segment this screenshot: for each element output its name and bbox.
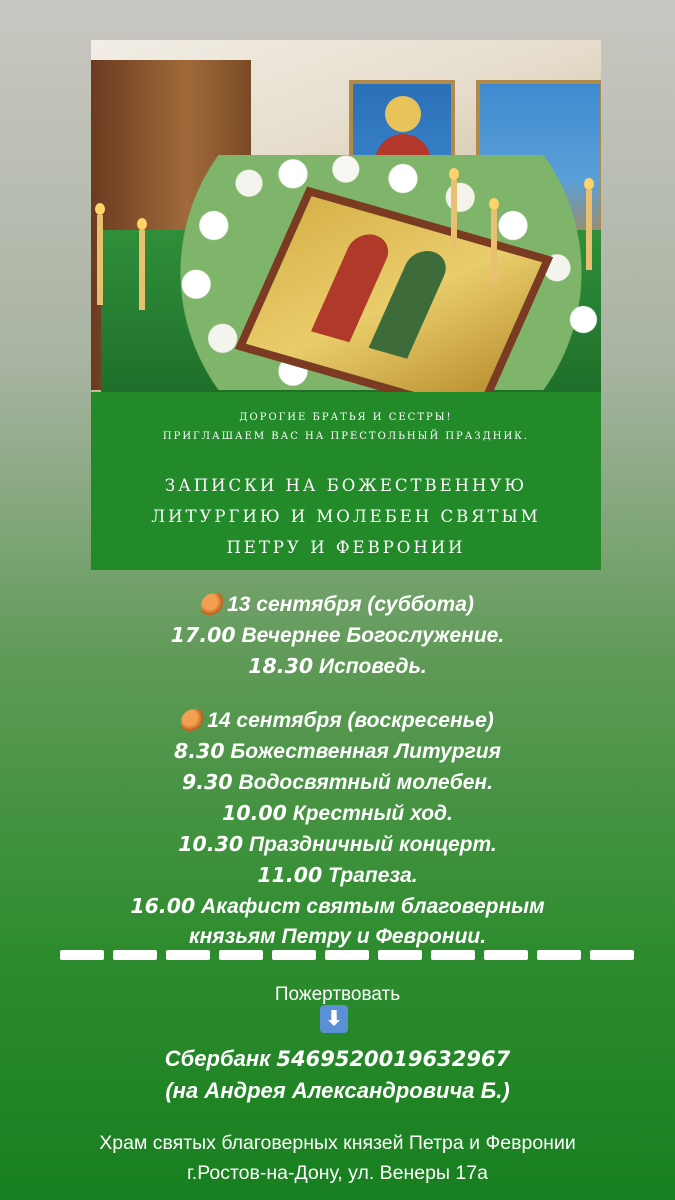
item-text: Исповедь. <box>313 655 427 678</box>
item-text: Вечернее Богослужение. <box>235 624 505 647</box>
item-time: 11.00 <box>257 863 323 887</box>
heading-line: ЛИТУРГИЮ И МОЛЕБЕН СВЯТЫМ <box>151 507 541 526</box>
dashed-divider <box>60 950 634 960</box>
schedule-item <box>0 891 675 922</box>
candle-icon <box>491 210 497 285</box>
heading-line: ПЕТРУ И ФЕВРОНИИ <box>226 538 466 557</box>
donate-label: Пожертвовать <box>274 984 401 1005</box>
candle-icon <box>586 190 592 270</box>
item-text: Акафист святым благоверным <box>195 895 545 918</box>
item-text: Божественная Литургия <box>224 740 501 763</box>
schedule-day-2 <box>0 706 675 952</box>
candle-icon <box>139 230 145 310</box>
item-time: 16.00 <box>130 894 196 918</box>
item-time: 8.30 <box>174 739 225 763</box>
invite-line: ПРИГЛАШАЕМ ВАС НА ПРЕСТОЛЬНЫЙ ПРАЗДНИК. <box>162 431 530 442</box>
down-arrow-icon: ⬇ <box>320 1005 348 1033</box>
item-text: Водосвятный молебен. <box>232 771 493 794</box>
invite-line: ДОРОГИЕ БРАТЬЯ И СЕСТРЫ! <box>239 412 453 423</box>
heading-line: ЗАПИСКИ НА БОЖЕСТВЕННУЮ <box>164 476 528 495</box>
schedule-item <box>0 860 675 891</box>
candle-icon <box>451 180 457 250</box>
item-time: 10.00 <box>222 801 287 825</box>
autumn-leaf-icon <box>181 709 203 731</box>
item-text: Праздничный концерт. <box>243 833 497 856</box>
item-time: 10.30 <box>178 832 244 856</box>
item-time: 9.30 <box>182 770 233 794</box>
autumn-leaf-icon <box>201 593 223 615</box>
schedule-item <box>0 798 675 829</box>
schedule-item-continuation: князьям Петру и Февронии. <box>188 925 487 948</box>
notes-heading <box>91 470 601 563</box>
church-photo <box>91 40 601 392</box>
item-time: 18.30 <box>248 654 314 678</box>
event-poster <box>91 40 601 570</box>
recipient-name: (на Андрея Александровича Б.) <box>165 1078 510 1103</box>
schedule-item <box>0 829 675 860</box>
date-line <box>0 590 675 620</box>
church-address <box>0 1128 675 1188</box>
date-line <box>0 706 675 736</box>
item-time: 17.00 <box>170 623 236 647</box>
schedule-item <box>0 767 675 798</box>
schedule-item <box>0 651 675 682</box>
schedule-day-1 <box>0 590 675 682</box>
address-line: г.Ростов-на-Дону, ул. Венеры 17а <box>187 1162 488 1184</box>
bank-details <box>0 1043 675 1107</box>
church-name: Храм святых благоверных князей Петра и Февронии <box>99 1132 576 1154</box>
date-text: 14 сентября (воскресенье) <box>207 709 494 732</box>
invitation-text <box>91 408 601 446</box>
card-line <box>0 1043 675 1075</box>
bank-name: Сбербанк <box>164 1046 277 1071</box>
item-text: Крестный ход. <box>286 802 453 825</box>
date-text: 13 сентября (суббота) <box>227 593 474 616</box>
item-text: Трапеза. <box>322 864 418 887</box>
schedule-item <box>0 620 675 651</box>
candle-icon <box>97 215 103 305</box>
schedule-item <box>0 736 675 767</box>
card-number: 5469520019632967 <box>276 1047 511 1071</box>
announcement-box <box>91 392 601 570</box>
